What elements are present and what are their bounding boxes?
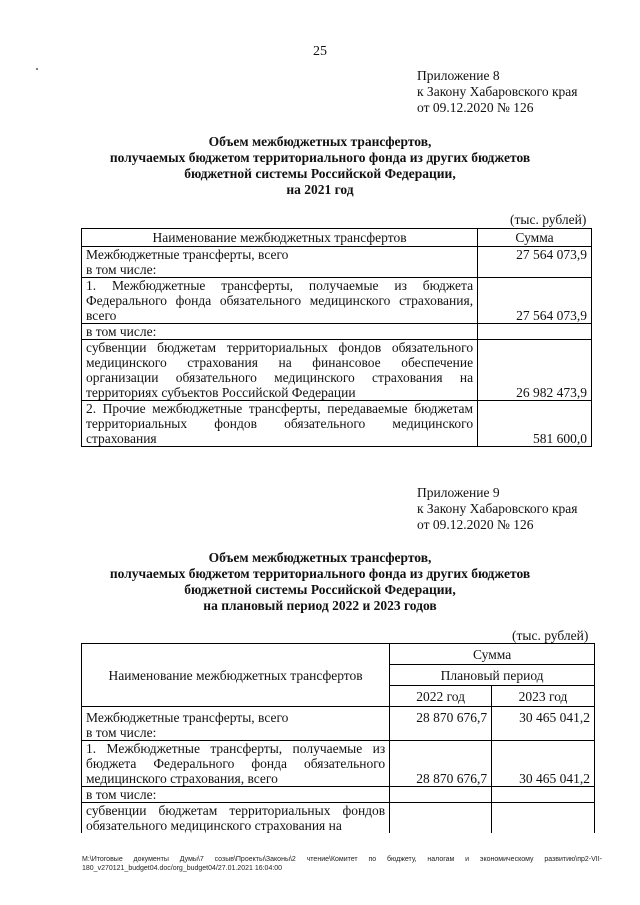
appendix8-title-line1: Объем межбюджетных трансфертов, (208, 134, 432, 149)
header-2022: 2022 год (390, 686, 492, 707)
table-row (82, 340, 592, 401)
appendix8-title-line4: на 2021 год (286, 182, 354, 197)
appendix8-line3: от 09.12.2020 № 126 (417, 100, 534, 115)
header-name: Наименование межбюджетных трансфертов (82, 229, 478, 247)
header-2023: 2023 год (492, 686, 595, 707)
appendix9-line2: к Закону Хабаровского края (417, 501, 578, 516)
row-value-2022: 28 870 676,7 (390, 741, 492, 787)
table-row (82, 707, 595, 726)
row-name: в том числе: (82, 787, 390, 803)
row-name: 2. Прочие межбюджетные трансферты, передаваемые бюджетам территориальных фондов обязательного медицинского страхования (82, 401, 478, 447)
scan-speck (36, 68, 38, 70)
row-value: 27 564 073,9 (478, 278, 592, 324)
appendix9-line3: от 09.12.2020 № 126 (417, 517, 534, 532)
row-name: субвенции бюджетам территориальных фондов обязательного медицинского страхования на (82, 803, 390, 834)
file-path-footer: M:\Итоговые документы Думы\7 созыв\Проекты\Законы\2 чтение\Комитет по бюджету, налогам и экономическому развитию\пр2-VII-180_v270121_budget04.doc/org_budget04/27.01.2021 16:04:00 (82, 856, 602, 872)
row-name: 1. Межбюджетные трансферты, получаемые из бюджета Федерального фонда обязательного медицинского страхования, всего (82, 741, 390, 787)
row-name: Межбюджетные трансферты, всего (82, 247, 478, 263)
appendix8-line2: к Закону Хабаровского края (417, 84, 578, 99)
row-value-2022 (390, 787, 492, 803)
appendix9-title-line4: на плановый период 2022 и 2023 годов (203, 598, 437, 613)
row-value: 26 982 473,9 (478, 340, 592, 401)
appendix8-title-line2: получаемых бюджетом территориального фонда из других бюджетов (109, 150, 531, 165)
appendix9-title (60, 550, 580, 614)
row-name: в том числе: (82, 324, 478, 340)
appendix9-title-line2: получаемых бюджетом территориального фонда из других бюджетов (109, 566, 531, 581)
appendix8-header (417, 68, 578, 116)
row-name: Межбюджетные трансферты, всего (82, 707, 390, 726)
row-value (478, 324, 592, 340)
row-value-2023 (492, 803, 595, 834)
row-value-2023 (492, 787, 595, 803)
table-row (82, 324, 592, 340)
row-name: субвенции бюджетам территориальных фондов обязательного медицинского страхования на финансовое обеспечение организации обязательного медицинского страхования на территориях субъектов Российской Федерации (82, 340, 478, 401)
appendix9-title-line1: Объем межбюджетных трансфертов, (208, 550, 432, 565)
header-sum: Сумма (390, 644, 595, 665)
appendix9-table (81, 643, 595, 833)
appendix9-unit: (тыс. рублей) (512, 628, 589, 643)
row-value: 581 600,0 (478, 401, 592, 447)
table-header-row (82, 644, 595, 665)
appendix8-title-line3: бюджетной системы Российской Федерации, (184, 166, 456, 181)
appendix8-title (60, 134, 580, 198)
table-row (82, 401, 592, 447)
appendix8-table (81, 228, 592, 447)
header-period: Плановый период (390, 665, 595, 686)
table-row (82, 741, 595, 787)
header-name: Наименование межбюджетных трансфертов (82, 644, 390, 707)
table-row (82, 803, 595, 834)
row-value-2022 (390, 803, 492, 834)
row-value-2023: 30 465 041,2 (492, 707, 595, 741)
header-sum: Сумма (478, 229, 592, 247)
table-header-row (82, 229, 592, 247)
row-value: 27 564 073,9 (478, 247, 592, 278)
appendix9-header (417, 485, 578, 533)
appendix9-title-line3: бюджетной системы Российской Федерации, (184, 582, 456, 597)
appendix8-unit: (тыс. рублей) (510, 212, 587, 227)
table-row (82, 278, 592, 324)
table-row (82, 247, 592, 263)
row-value-2022: 28 870 676,7 (390, 707, 492, 741)
row-name: 1. Межбюджетные трансферты, получаемые из бюджета Федерального фонда обязательного медицинского страхования, всего (82, 278, 478, 324)
table-row (82, 787, 595, 803)
row-name: в том числе: (82, 262, 478, 278)
page-number: 25 (313, 44, 327, 59)
row-value-2023: 30 465 041,2 (492, 741, 595, 787)
appendix9-line1: Приложение 9 (417, 485, 500, 500)
appendix8-line1: Приложение 8 (417, 68, 500, 83)
row-name: в том числе: (82, 725, 390, 741)
